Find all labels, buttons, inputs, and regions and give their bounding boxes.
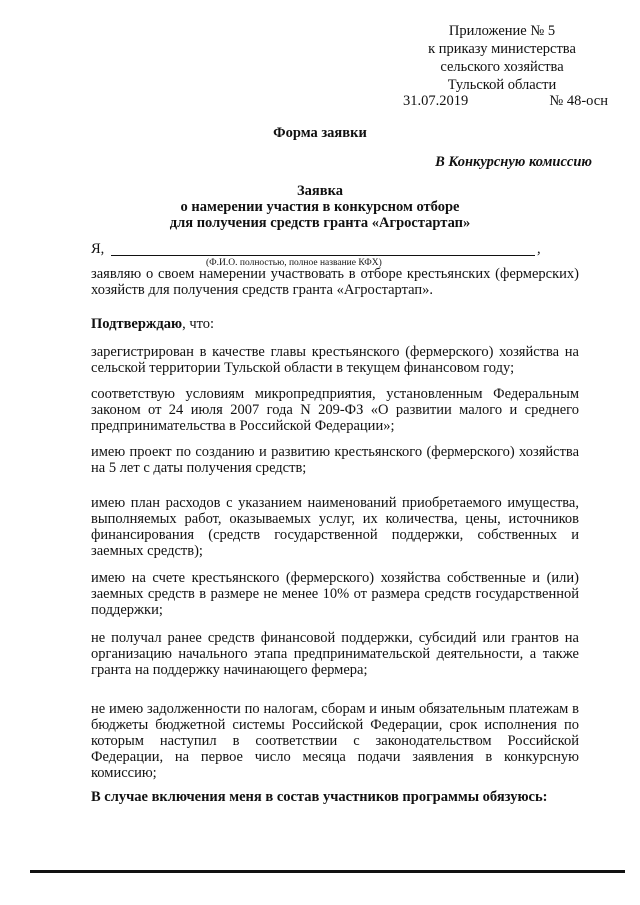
confirm-bold: Подтверждаю [91, 316, 183, 332]
application-title-line2: о намерении участия в конкурсном отборе [180, 199, 460, 215]
application-title-line1: Заявка [297, 183, 343, 199]
applicant-suffix: , [537, 241, 541, 257]
order-date-number [403, 92, 608, 110]
item-text: зарегистрирован в качестве главы крестьянского (фермерского) хозяйства на сельской территории Тульской области в текущем финансовом году; [91, 344, 579, 376]
item-paragraph [91, 630, 579, 678]
item-paragraph [91, 344, 579, 376]
item-paragraph [91, 386, 579, 434]
statement-paragraph [91, 266, 579, 298]
item-text: имею на счете крестьянского (фермерского) хозяйства собственные и (или) заемных средств в размере не менее 10% от размера средств государственной поддержки; [91, 570, 579, 618]
item-paragraph [91, 570, 579, 618]
page-bottom-rule [30, 870, 625, 873]
applicant-prefix: Я, [91, 241, 105, 257]
obligation-heading [91, 789, 579, 805]
application-title [0, 183, 640, 231]
item-text: не имею задолженности по налогам, сборам и иным обязательным платежам в бюджеты бюджетной системы Российской Федерации, срок исполнения по которым наступил в соответствии с законодательством Российской Федерации, на первое число месяца подачи заявления в конкурсную комиссию; [91, 701, 579, 781]
obligation-text: В случае включения меня в состав участников программы обязуюсь: [91, 789, 548, 805]
appendix-number: Приложение № 5 [448, 23, 556, 39]
addressee: В Конкурсную комиссию [435, 154, 592, 170]
order-date: 31.07.2019 [403, 93, 469, 109]
item-paragraph [91, 444, 579, 476]
item-text: не получал ранее средств финансовой поддержки, субсидий или грантов на организацию начального этапа предпринимательской деятельности, а также гранта на поддержку начинающего фермера; [91, 630, 579, 678]
appendix-ministry: сельского хозяйства [440, 59, 564, 75]
applicant-name-blank[interactable] [111, 255, 535, 256]
appendix-header [402, 22, 602, 94]
applicant-hint: (Ф.И.О. полностью, полное название КФХ) [206, 258, 382, 268]
item-text: имею план расходов с указанием наименований приобретаемого имущества, выполняемых работ, оказываемых услуг, их количества, цены, источников финансирования (средств государственной поддержки, собственных и заемных средств); [91, 495, 579, 559]
appendix-order-ref: к приказу министерства [428, 41, 576, 57]
application-title-line3: для получения средств гранта «Агростартап» [169, 215, 471, 231]
item-text: соответствую условиям микропредприятия, установленным Федеральным законом от 24 июля 2007 года N 209-ФЗ «О развитии малого и среднего предпринимательства в Российской Федерации»; [91, 386, 579, 434]
appendix-region: Тульской области [447, 77, 557, 93]
item-text: имею проект по созданию и развитию крестьянского (фермерского) хозяйства на 5 лет с даты получения средств; [91, 444, 579, 476]
confirm-heading [91, 316, 579, 332]
item-paragraph [91, 701, 579, 781]
form-title: Форма заявки [273, 125, 367, 141]
item-paragraph [91, 495, 579, 559]
order-number: № 48-осн [549, 93, 608, 109]
statement-text: заявляю о своем намерении участвовать в отборе крестьянских (фермерских) хозяйств для получения средств гранта «Агростартап». [91, 266, 579, 298]
confirm-rest: , что: [182, 316, 215, 332]
